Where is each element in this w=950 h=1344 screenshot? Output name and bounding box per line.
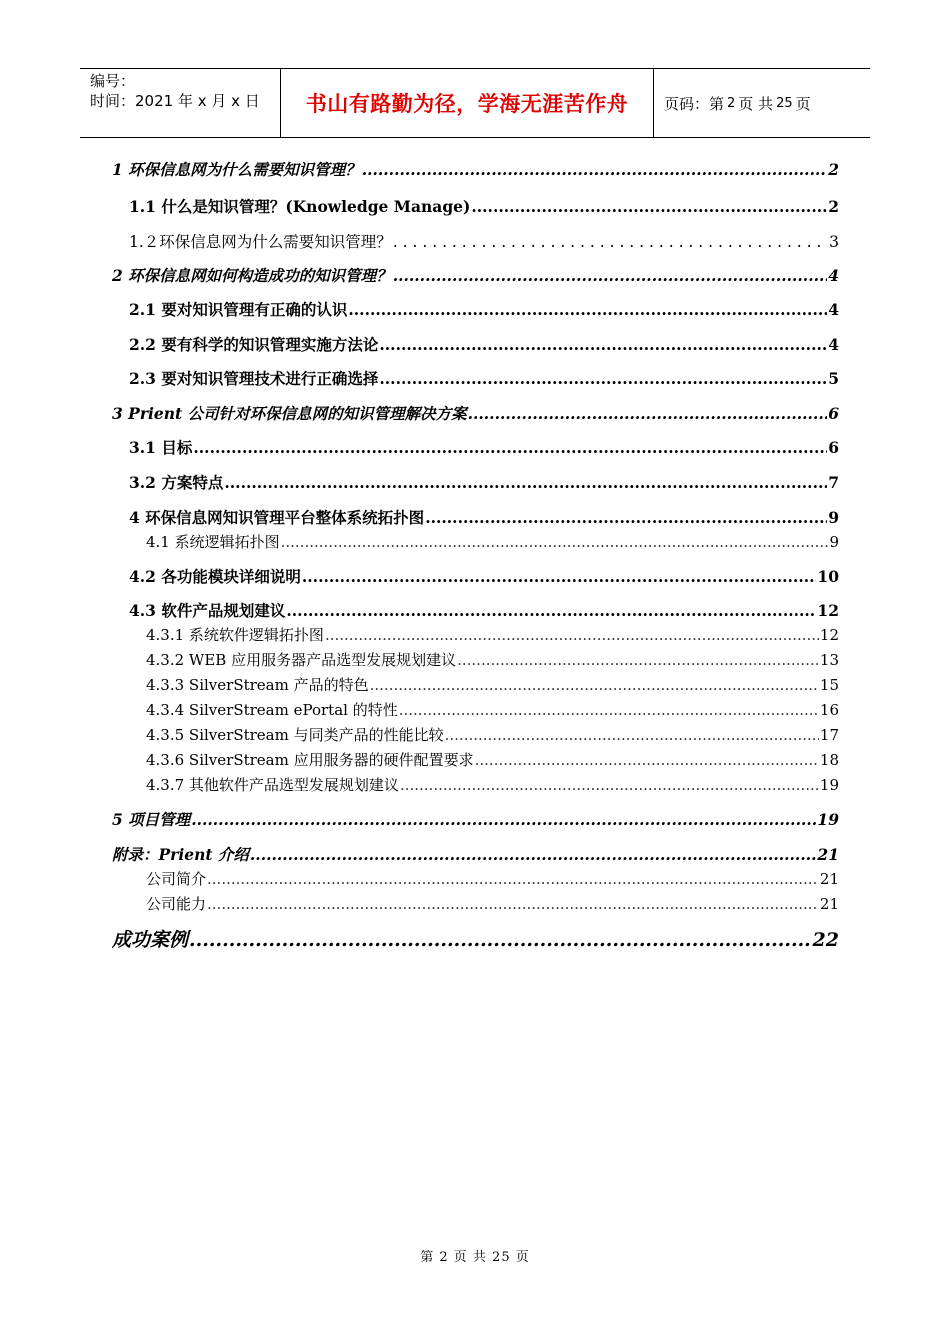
toc-entry-title: 5 项目管理 xyxy=(112,810,191,829)
toc-entry[interactable] xyxy=(146,749,839,770)
toc-leader xyxy=(191,810,816,829)
toc-entry-page: 12 xyxy=(817,601,839,620)
toc-leader xyxy=(362,160,828,179)
toc-leader xyxy=(281,533,829,551)
toc-entry-page: 9 xyxy=(829,533,839,551)
toc-entry-title: 4.3.3 SilverStream 产品的特色 xyxy=(146,676,369,694)
toc-leader xyxy=(207,870,819,888)
toc-entry[interactable] xyxy=(112,402,839,424)
toc-entry-title: 附录：Prient 介绍 xyxy=(112,845,249,864)
toc-entry[interactable] xyxy=(129,333,839,355)
toc-entry[interactable] xyxy=(129,298,839,320)
date-label: 时间：2021 年 x 月 x 日 xyxy=(90,92,260,110)
toc-leader xyxy=(224,473,827,492)
toc-leader xyxy=(400,776,819,794)
toc-leader xyxy=(379,335,827,354)
toc-entry-page: 21 xyxy=(819,895,839,913)
toc-leader xyxy=(393,266,828,285)
toc-leader xyxy=(286,601,816,620)
toc-entry-page: 19 xyxy=(819,776,839,794)
toc-entry-title: 4.3 软件产品规划建议 xyxy=(129,601,286,620)
page-number: 2 xyxy=(727,95,736,111)
toc-entry-title: 2.2 要有科学的知识管理实施方法论 xyxy=(129,335,379,354)
toc-entry-title: 公司能力 xyxy=(146,895,207,913)
toc-entry[interactable] xyxy=(146,893,839,914)
toc-entry-page: 2 xyxy=(828,160,839,179)
toc-leader xyxy=(189,929,812,951)
page-prefix: 页码：第 xyxy=(664,94,725,113)
toc-entry-page: 16 xyxy=(819,701,839,719)
header-motto-cell xyxy=(281,69,654,137)
toc-entry-page: 21 xyxy=(819,870,839,888)
toc-entry-title: 2 环保信息网如何构造成功的知识管理？ xyxy=(112,266,392,285)
toc-entry-title: 1 环保信息网为什么需要知识管理？ xyxy=(112,160,361,179)
toc-entry-title: 2.3 要对知识管理技术进行正确选择 xyxy=(129,369,379,388)
toc-entry-title: 4.3.5 SilverStream 与同类产品的性能比较 xyxy=(146,726,444,744)
page-footer: 第 2 页 共 25 页 xyxy=(420,1250,530,1265)
toc-entry-page: 10 xyxy=(817,567,839,586)
toc-entry-page: 5 xyxy=(828,369,839,388)
toc-leader xyxy=(207,895,819,913)
toc-leader xyxy=(475,751,819,769)
toc-entry[interactable] xyxy=(112,808,839,830)
toc-entry-page: 3 xyxy=(829,233,839,251)
header-motto: 书山有路勤为径，学海无涯苦作舟 xyxy=(305,92,629,116)
toc-entry-title: 3.2 方案特点 xyxy=(129,473,224,492)
toc-entry[interactable] xyxy=(146,649,839,670)
toc-entry-title: 4.2 各功能模块详细说明 xyxy=(129,567,301,586)
toc-entry-title: 4.3.1 系统软件逻辑拓扑图 xyxy=(146,626,324,644)
toc-entry-title: 4 环保信息网知识管理平台整体系统拓扑图 xyxy=(129,508,425,527)
page-total: 25 xyxy=(776,95,793,111)
toc-leader xyxy=(250,845,817,864)
toc-entry-title: 4.3.6 SilverStream 应用服务器的硬件配置要求 xyxy=(146,751,474,769)
toc-entry-title: 1.２环保信息网为什么需要知识管理？ xyxy=(129,233,392,251)
toc-entry[interactable] xyxy=(146,624,839,645)
toc-leader xyxy=(348,300,827,319)
toc-leader xyxy=(471,197,827,216)
toc-entry-title: 3.1 目标 xyxy=(129,438,193,457)
toc-entry[interactable] xyxy=(112,158,839,180)
toc-entry-page: 21 xyxy=(817,845,839,864)
toc-entry[interactable] xyxy=(129,230,839,252)
header-page-info xyxy=(654,69,870,137)
toc-entry-page: 22 xyxy=(812,929,839,951)
toc-entry-page: 18 xyxy=(819,751,839,769)
toc-entry-page: 9 xyxy=(828,508,839,527)
toc-entry[interactable] xyxy=(129,506,839,528)
toc-leader xyxy=(393,233,828,251)
toc-entry[interactable] xyxy=(129,599,839,621)
page-header xyxy=(80,68,870,138)
toc-entry[interactable] xyxy=(146,699,839,720)
toc-entry-title: 4.3.2 WEB 应用服务器产品选型发展规划建议 xyxy=(146,651,457,669)
toc-entry-page: 7 xyxy=(828,473,839,492)
toc-entry[interactable] xyxy=(146,724,839,745)
toc-entry[interactable] xyxy=(146,868,839,889)
toc-leader xyxy=(370,676,819,694)
toc-entry-title: 2.1 要对知识管理有正确的认识 xyxy=(129,300,348,319)
toc-entry-page: 6 xyxy=(828,438,839,457)
toc-entry-page: 2 xyxy=(828,197,839,216)
toc-leader xyxy=(302,567,817,586)
toc-entry-page: 15 xyxy=(819,676,839,694)
toc-entry-title: 成功案例 xyxy=(112,929,189,951)
toc-entry[interactable] xyxy=(112,843,839,865)
toc-entry[interactable] xyxy=(129,195,839,217)
toc-entry-page: 4 xyxy=(828,300,839,319)
toc-entry[interactable] xyxy=(129,436,839,458)
toc-entry[interactable] xyxy=(129,471,839,493)
toc-entry-title: 公司简介 xyxy=(146,870,207,888)
toc-entry-title: 4.3.7 其他软件产品选型发展规划建议 xyxy=(146,776,399,794)
toc-leader xyxy=(457,651,819,669)
toc-entry[interactable] xyxy=(112,925,839,952)
toc-entry-title: 4.3.4 SilverStream ePortal 的特性 xyxy=(146,701,398,719)
toc-entry-title: 3 Prient 公司针对环保信息网的知识管理解决方案 xyxy=(112,404,467,423)
toc-entry-page: 17 xyxy=(819,726,839,744)
toc-entry[interactable] xyxy=(129,565,839,587)
toc-entry-page: 12 xyxy=(819,626,839,644)
toc-leader xyxy=(193,438,827,457)
toc-leader xyxy=(468,404,828,423)
toc-entry[interactable] xyxy=(146,674,839,695)
toc-entry-page: 6 xyxy=(828,404,839,423)
page-suffix: 页 xyxy=(795,94,811,113)
toc-leader xyxy=(325,626,819,644)
toc-entry-page: 19 xyxy=(817,810,839,829)
page-mid: 页 共 xyxy=(738,94,774,113)
toc-entry[interactable] xyxy=(146,774,839,795)
toc-leader xyxy=(425,508,827,527)
toc-leader xyxy=(399,701,819,719)
code-label: 编号： xyxy=(90,72,136,90)
toc-leader xyxy=(445,726,819,744)
toc-entry[interactable] xyxy=(129,367,839,389)
toc-entry-page: 4 xyxy=(828,335,839,354)
header-meta xyxy=(80,69,281,137)
toc-entry-page: 13 xyxy=(819,651,839,669)
toc-entry[interactable] xyxy=(146,531,839,552)
toc-entry-title: 4.1 系统逻辑拓扑图 xyxy=(146,533,280,551)
toc-entry[interactable] xyxy=(112,264,839,286)
toc-entry-title: 1.1 什么是知识管理？(Knowledge Manage) xyxy=(129,197,471,216)
toc-entry-page: 4 xyxy=(828,266,839,285)
toc-leader xyxy=(379,369,827,388)
